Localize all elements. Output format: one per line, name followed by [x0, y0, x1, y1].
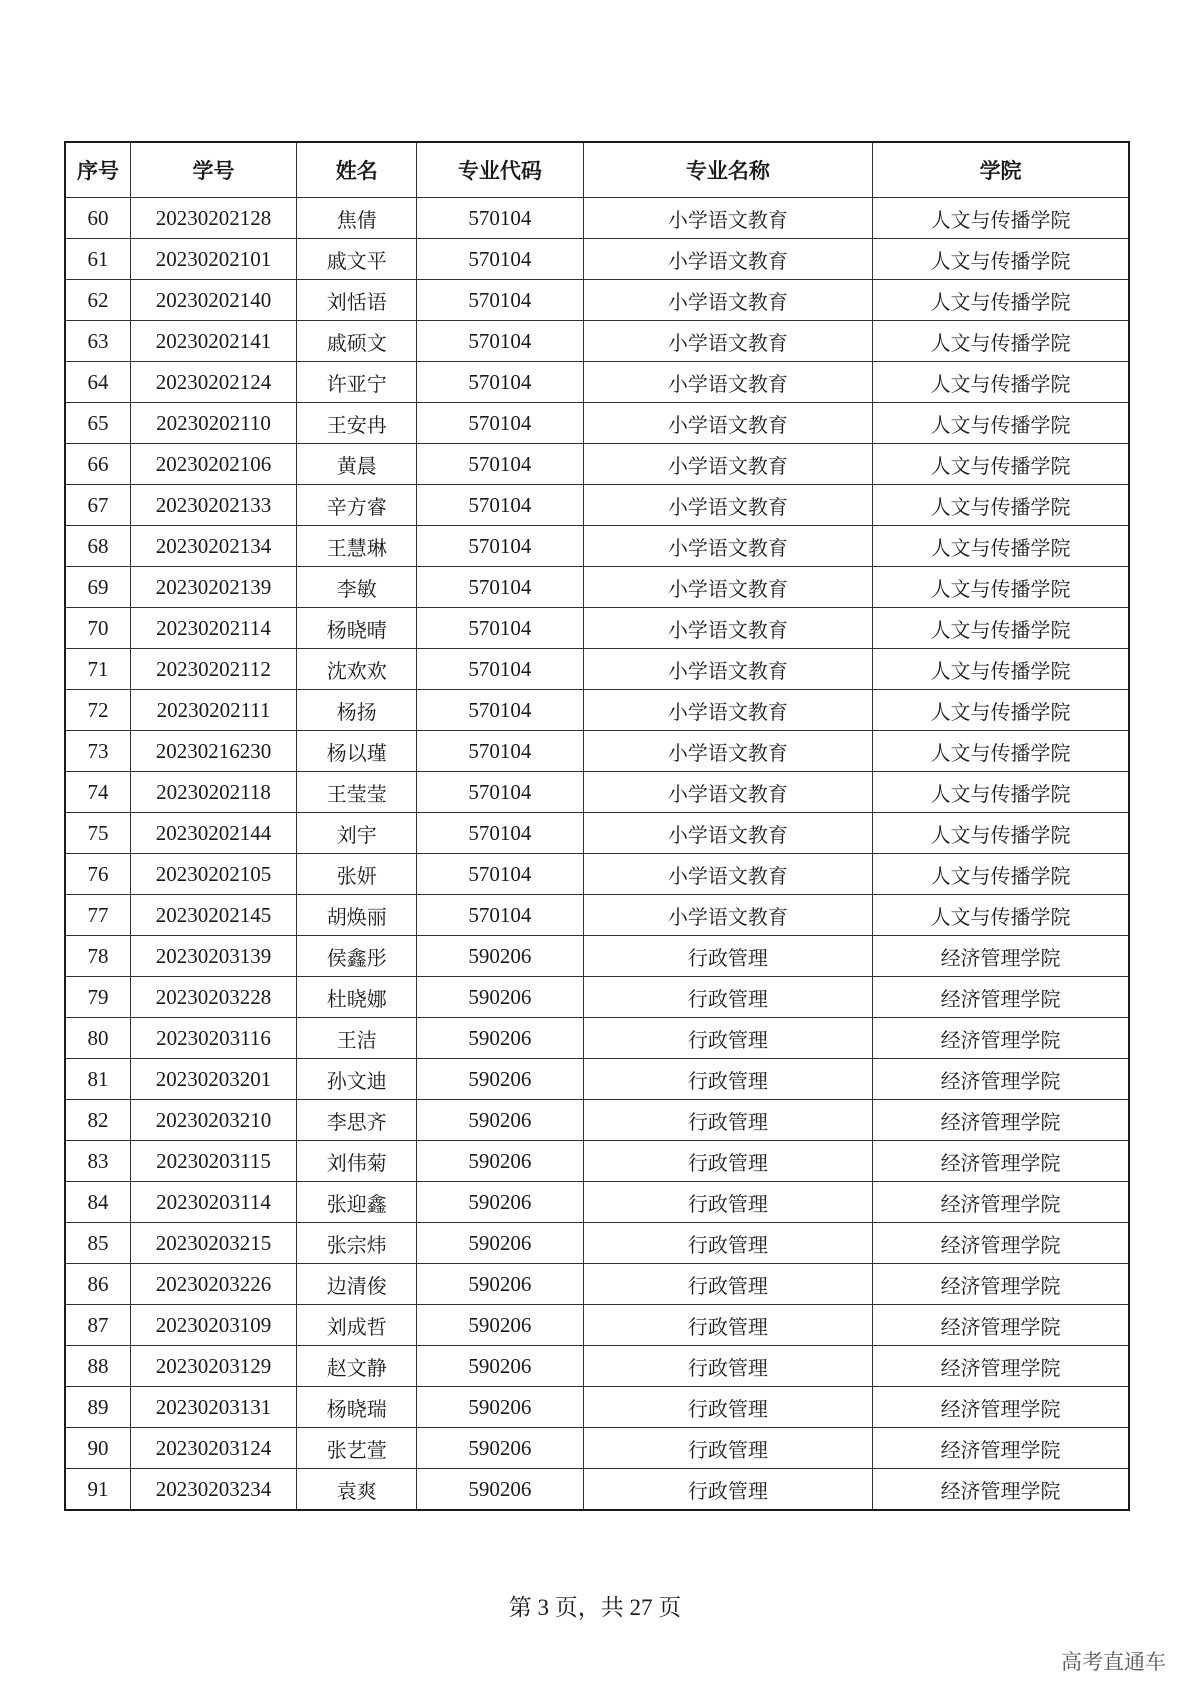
- cell-major-code: 570104: [417, 403, 583, 444]
- cell-student-id: 20230202112: [130, 649, 296, 690]
- cell-student-id: 20230203129: [130, 1346, 296, 1387]
- cell-college: 经济管理学院: [873, 1305, 1129, 1346]
- table-row: [65, 1264, 1129, 1305]
- cell-name: 戚文平: [297, 239, 417, 280]
- table-row: [65, 321, 1129, 362]
- cell-seq: 81: [65, 1059, 130, 1100]
- cell-college: 人文与传播学院: [873, 198, 1129, 239]
- cell-college: 经济管理学院: [873, 1059, 1129, 1100]
- cell-major-name: 小学语文教育: [583, 403, 873, 444]
- cell-student-id: 20230202106: [130, 444, 296, 485]
- cell-student-id: 20230203234: [130, 1469, 296, 1511]
- cell-major-name: 行政管理: [583, 977, 873, 1018]
- cell-college: 经济管理学院: [873, 936, 1129, 977]
- cell-seq: 62: [65, 280, 130, 321]
- table-row: [65, 1387, 1129, 1428]
- table-row: [65, 403, 1129, 444]
- cell-major-name: 小学语文教育: [583, 813, 873, 854]
- cell-major-name: 小学语文教育: [583, 362, 873, 403]
- cell-major-code: 590206: [417, 1018, 583, 1059]
- table-row: [65, 1100, 1129, 1141]
- cell-name: 王慧琳: [297, 526, 417, 567]
- cell-student-id: 20230203114: [130, 1182, 296, 1223]
- page-footer: [0, 1589, 1190, 1622]
- cell-major-name: 行政管理: [583, 936, 873, 977]
- cell-major-name: 小学语文教育: [583, 444, 873, 485]
- table-row: [65, 239, 1129, 280]
- cell-seq: 91: [65, 1469, 130, 1511]
- cell-seq: 87: [65, 1305, 130, 1346]
- cell-major-name: 小学语文教育: [583, 772, 873, 813]
- cell-student-id: 20230202141: [130, 321, 296, 362]
- cell-major-name: 小学语文教育: [583, 567, 873, 608]
- cell-name: 王莹莹: [297, 772, 417, 813]
- cell-seq: 84: [65, 1182, 130, 1223]
- table-body: [65, 198, 1129, 1511]
- cell-seq: 71: [65, 649, 130, 690]
- cell-major-code: 570104: [417, 608, 583, 649]
- cell-major-code: 570104: [417, 526, 583, 567]
- cell-name: 侯鑫彤: [297, 936, 417, 977]
- cell-student-id: 20230202128: [130, 198, 296, 239]
- cell-seq: 67: [65, 485, 130, 526]
- header-name: 姓名: [297, 142, 417, 198]
- cell-student-id: 20230202139: [130, 567, 296, 608]
- cell-student-id: 20230203131: [130, 1387, 296, 1428]
- cell-student-id: 20230202110: [130, 403, 296, 444]
- cell-seq: 66: [65, 444, 130, 485]
- cell-name: 戚硕文: [297, 321, 417, 362]
- cell-name: 黄晨: [297, 444, 417, 485]
- cell-major-name: 小学语文教育: [583, 239, 873, 280]
- cell-major-name: 行政管理: [583, 1223, 873, 1264]
- table-row: [65, 731, 1129, 772]
- cell-name: 许亚宁: [297, 362, 417, 403]
- cell-seq: 72: [65, 690, 130, 731]
- cell-seq: 85: [65, 1223, 130, 1264]
- cell-college: 经济管理学院: [873, 1346, 1129, 1387]
- cell-major-code: 570104: [417, 198, 583, 239]
- cell-college: 经济管理学院: [873, 1264, 1129, 1305]
- cell-college: 人文与传播学院: [873, 485, 1129, 526]
- cell-college: 经济管理学院: [873, 1223, 1129, 1264]
- cell-name: 杨扬: [297, 690, 417, 731]
- cell-major-name: 小学语文教育: [583, 731, 873, 772]
- cell-major-name: 小学语文教育: [583, 321, 873, 362]
- cell-major-name: 行政管理: [583, 1387, 873, 1428]
- table-row: [65, 1428, 1129, 1469]
- cell-college: 人文与传播学院: [873, 526, 1129, 567]
- cell-major-code: 570104: [417, 772, 583, 813]
- cell-major-code: 590206: [417, 977, 583, 1018]
- cell-major-code: 590206: [417, 1264, 583, 1305]
- cell-student-id: 20230202105: [130, 854, 296, 895]
- table-row: [65, 1018, 1129, 1059]
- cell-student-id: 20230203116: [130, 1018, 296, 1059]
- cell-college: 经济管理学院: [873, 1141, 1129, 1182]
- cell-major-name: 小学语文教育: [583, 485, 873, 526]
- cell-major-name: 小学语文教育: [583, 608, 873, 649]
- cell-major-code: 570104: [417, 690, 583, 731]
- cell-major-code: 570104: [417, 362, 583, 403]
- table-row: [65, 198, 1129, 239]
- cell-name: 杨以瑾: [297, 731, 417, 772]
- cell-student-id: 20230202101: [130, 239, 296, 280]
- table-row: [65, 1305, 1129, 1346]
- cell-name: 张宗炜: [297, 1223, 417, 1264]
- table-row: [65, 1346, 1129, 1387]
- cell-major-code: 590206: [417, 1387, 583, 1428]
- cell-major-code: 570104: [417, 813, 583, 854]
- cell-major-name: 行政管理: [583, 1059, 873, 1100]
- cell-student-id: 20230216230: [130, 731, 296, 772]
- cell-major-code: 590206: [417, 1141, 583, 1182]
- cell-seq: 65: [65, 403, 130, 444]
- table-header: [65, 142, 1129, 198]
- cell-seq: 64: [65, 362, 130, 403]
- cell-college: 人文与传播学院: [873, 854, 1129, 895]
- cell-major-name: 小学语文教育: [583, 198, 873, 239]
- cell-college: 人文与传播学院: [873, 690, 1129, 731]
- cell-major-name: 行政管理: [583, 1305, 873, 1346]
- cell-name: 杨晓晴: [297, 608, 417, 649]
- cell-major-name: 小学语文教育: [583, 649, 873, 690]
- table-row: [65, 1469, 1129, 1511]
- cell-major-name: 小学语文教育: [583, 690, 873, 731]
- cell-seq: 61: [65, 239, 130, 280]
- cell-college: 人文与传播学院: [873, 772, 1129, 813]
- cell-name: 张妍: [297, 854, 417, 895]
- cell-major-code: 590206: [417, 1100, 583, 1141]
- cell-seq: 74: [65, 772, 130, 813]
- cell-seq: 73: [65, 731, 130, 772]
- cell-major-code: 570104: [417, 280, 583, 321]
- cell-seq: 63: [65, 321, 130, 362]
- table-row: [65, 1141, 1129, 1182]
- cell-college: 经济管理学院: [873, 1428, 1129, 1469]
- table-row: [65, 854, 1129, 895]
- table-row: [65, 690, 1129, 731]
- cell-major-code: 570104: [417, 649, 583, 690]
- cell-college: 经济管理学院: [873, 1387, 1129, 1428]
- cell-college: 人文与传播学院: [873, 731, 1129, 772]
- cell-name: 杨晓瑞: [297, 1387, 417, 1428]
- cell-major-code: 570104: [417, 731, 583, 772]
- header-seq: 序号: [65, 142, 130, 198]
- cell-student-id: 20230203124: [130, 1428, 296, 1469]
- table-row: [65, 526, 1129, 567]
- cell-major-name: 小学语文教育: [583, 854, 873, 895]
- cell-student-id: 20230202134: [130, 526, 296, 567]
- cell-college: 人文与传播学院: [873, 567, 1129, 608]
- cell-major-code: 590206: [417, 1059, 583, 1100]
- cell-name: 赵文静: [297, 1346, 417, 1387]
- cell-name: 李敏: [297, 567, 417, 608]
- cell-seq: 75: [65, 813, 130, 854]
- cell-name: 焦倩: [297, 198, 417, 239]
- cell-college: 人文与传播学院: [873, 280, 1129, 321]
- table-row: [65, 444, 1129, 485]
- cell-major-code: 570104: [417, 444, 583, 485]
- cell-major-name: 小学语文教育: [583, 895, 873, 936]
- cell-college: 人文与传播学院: [873, 239, 1129, 280]
- cell-name: 刘宇: [297, 813, 417, 854]
- header-row: [65, 142, 1129, 198]
- cell-major-name: 行政管理: [583, 1018, 873, 1059]
- cell-major-code: 590206: [417, 1428, 583, 1469]
- cell-name: 刘恬语: [297, 280, 417, 321]
- cell-major-code: 590206: [417, 1346, 583, 1387]
- table-row: [65, 362, 1129, 403]
- cell-student-id: 20230203139: [130, 936, 296, 977]
- cell-major-code: 590206: [417, 1469, 583, 1511]
- cell-student-id: 20230202144: [130, 813, 296, 854]
- cell-student-id: 20230202133: [130, 485, 296, 526]
- cell-major-code: 590206: [417, 1305, 583, 1346]
- header-major-name: 专业名称: [583, 142, 873, 198]
- table-row: [65, 1182, 1129, 1223]
- cell-major-name: 行政管理: [583, 1469, 873, 1511]
- cell-college: 经济管理学院: [873, 1018, 1129, 1059]
- table-row: [65, 280, 1129, 321]
- cell-name: 杜晓娜: [297, 977, 417, 1018]
- table-row: [65, 772, 1129, 813]
- cell-name: 辛方睿: [297, 485, 417, 526]
- cell-major-name: 小学语文教育: [583, 280, 873, 321]
- cell-college: 经济管理学院: [873, 1469, 1129, 1511]
- header-college: 学院: [873, 142, 1129, 198]
- cell-college: 经济管理学院: [873, 1100, 1129, 1141]
- table-row: [65, 1223, 1129, 1264]
- table-row: [65, 813, 1129, 854]
- cell-student-id: 20230203215: [130, 1223, 296, 1264]
- cell-student-id: 20230202114: [130, 608, 296, 649]
- cell-major-name: 小学语文教育: [583, 526, 873, 567]
- cell-name: 刘伟菊: [297, 1141, 417, 1182]
- cell-name: 胡焕丽: [297, 895, 417, 936]
- cell-name: 张艺萱: [297, 1428, 417, 1469]
- table-row: [65, 1059, 1129, 1100]
- cell-college: 人文与传播学院: [873, 403, 1129, 444]
- cell-major-name: 行政管理: [583, 1182, 873, 1223]
- cell-college: 人文与传播学院: [873, 321, 1129, 362]
- cell-seq: 69: [65, 567, 130, 608]
- cell-major-code: 570104: [417, 895, 583, 936]
- cell-name: 孙文迪: [297, 1059, 417, 1100]
- cell-major-name: 行政管理: [583, 1428, 873, 1469]
- cell-seq: 70: [65, 608, 130, 649]
- table-row: [65, 895, 1129, 936]
- cell-student-id: 20230202111: [130, 690, 296, 731]
- table-row: [65, 485, 1129, 526]
- cell-seq: 86: [65, 1264, 130, 1305]
- cell-seq: 82: [65, 1100, 130, 1141]
- cell-seq: 79: [65, 977, 130, 1018]
- cell-seq: 89: [65, 1387, 130, 1428]
- cell-college: 人文与传播学院: [873, 444, 1129, 485]
- cell-college: 人文与传播学院: [873, 895, 1129, 936]
- table-row: [65, 567, 1129, 608]
- cell-student-id: 20230202124: [130, 362, 296, 403]
- cell-major-name: 行政管理: [583, 1100, 873, 1141]
- cell-seq: 80: [65, 1018, 130, 1059]
- cell-student-id: 20230202118: [130, 772, 296, 813]
- cell-name: 王洁: [297, 1018, 417, 1059]
- cell-student-id: 20230203109: [130, 1305, 296, 1346]
- cell-major-code: 590206: [417, 936, 583, 977]
- cell-major-name: 行政管理: [583, 1264, 873, 1305]
- cell-major-code: 570104: [417, 239, 583, 280]
- table-row: [65, 649, 1129, 690]
- cell-college: 人文与传播学院: [873, 362, 1129, 403]
- cell-name: 沈欢欢: [297, 649, 417, 690]
- cell-student-id: 20230203201: [130, 1059, 296, 1100]
- header-student-id: 学号: [130, 142, 296, 198]
- table-row: [65, 977, 1129, 1018]
- cell-college: 经济管理学院: [873, 1182, 1129, 1223]
- cell-student-id: 20230203115: [130, 1141, 296, 1182]
- cell-college: 人文与传播学院: [873, 813, 1129, 854]
- table-row: [65, 936, 1129, 977]
- cell-name: 袁爽: [297, 1469, 417, 1511]
- cell-student-id: 20230202145: [130, 895, 296, 936]
- cell-name: 刘成哲: [297, 1305, 417, 1346]
- cell-major-code: 590206: [417, 1182, 583, 1223]
- cell-seq: 88: [65, 1346, 130, 1387]
- cell-student-id: 20230202140: [130, 280, 296, 321]
- cell-name: 边清俊: [297, 1264, 417, 1305]
- cell-seq: 83: [65, 1141, 130, 1182]
- cell-student-id: 20230203210: [130, 1100, 296, 1141]
- cell-seq: 76: [65, 854, 130, 895]
- cell-major-code: 570104: [417, 854, 583, 895]
- cell-seq: 77: [65, 895, 130, 936]
- cell-seq: 60: [65, 198, 130, 239]
- cell-major-name: 行政管理: [583, 1141, 873, 1182]
- cell-college: 人文与传播学院: [873, 649, 1129, 690]
- cell-college: 人文与传播学院: [873, 608, 1129, 649]
- cell-college: 经济管理学院: [873, 977, 1129, 1018]
- cell-seq: 78: [65, 936, 130, 977]
- cell-major-code: 570104: [417, 567, 583, 608]
- cell-name: 王安冉: [297, 403, 417, 444]
- header-major-code: 专业代码: [417, 142, 583, 198]
- page-number: 第 3 页，共 27 页: [508, 1595, 682, 1620]
- cell-seq: 68: [65, 526, 130, 567]
- cell-student-id: 20230203228: [130, 977, 296, 1018]
- cell-major-code: 570104: [417, 485, 583, 526]
- cell-name: 张迎鑫: [297, 1182, 417, 1223]
- watermark: 高考直通车: [1061, 1650, 1166, 1674]
- cell-student-id: 20230203226: [130, 1264, 296, 1305]
- cell-major-name: 行政管理: [583, 1346, 873, 1387]
- cell-major-code: 570104: [417, 321, 583, 362]
- cell-major-code: 590206: [417, 1223, 583, 1264]
- cell-seq: 90: [65, 1428, 130, 1469]
- student-roster-table: [64, 141, 1130, 1511]
- table-row: [65, 608, 1129, 649]
- cell-name: 李思齐: [297, 1100, 417, 1141]
